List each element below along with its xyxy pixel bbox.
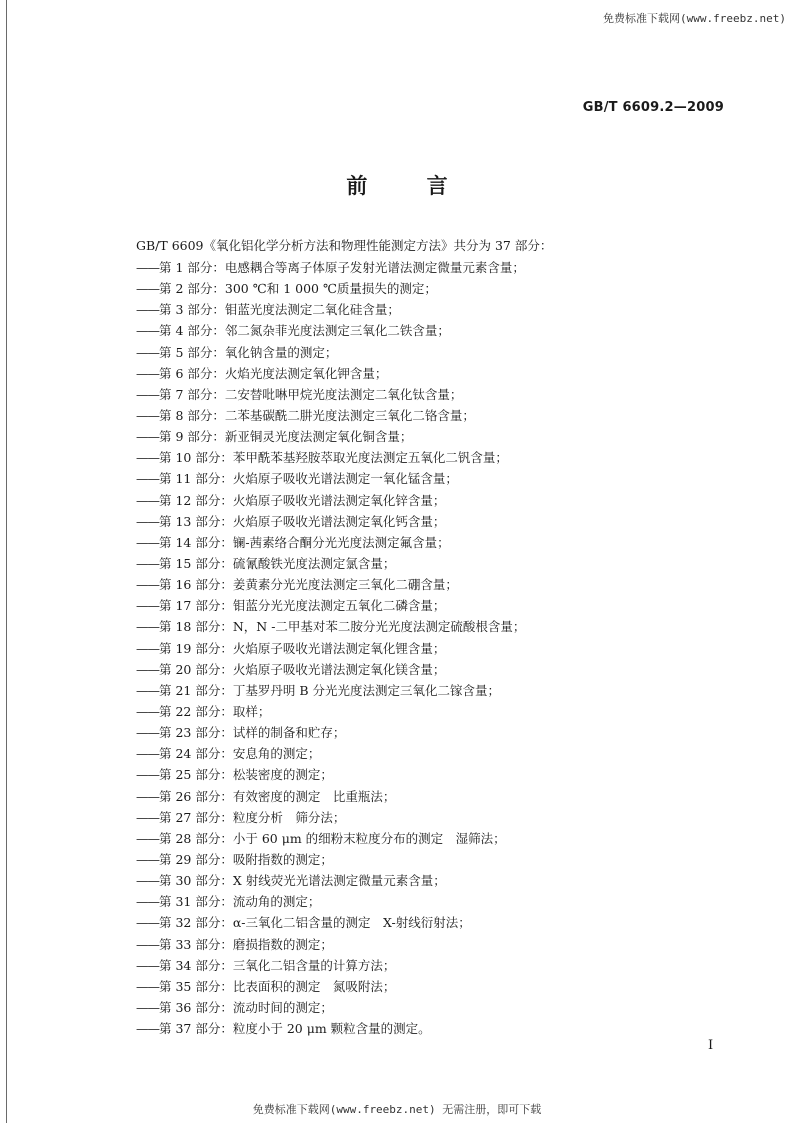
list-dash: —— — [136, 746, 159, 762]
list-dash: —— — [136, 260, 159, 275]
list-item — [136, 405, 525, 426]
part-text: 第 2 部分：300 ℃和 1 000 ℃质量损失的测定； — [159, 281, 437, 297]
parts-list — [136, 257, 525, 1039]
list-item — [136, 490, 525, 511]
list-dash: —— — [136, 492, 159, 508]
part-text: 第 34 部分：三氧化二铝含量的计算方法； — [159, 957, 396, 973]
list-dash: —— — [136, 407, 159, 423]
list-dash: —— — [136, 450, 159, 466]
part-text: 第 16 部分：姜黄素分光光度法测定三氧化二硼含量； — [159, 577, 458, 593]
list-item — [136, 659, 525, 680]
part-text: 第 11 部分：火焰原子吸收光谱法测定一氧化锰含量； — [159, 471, 458, 487]
list-dash: —— — [136, 682, 159, 698]
list-item — [136, 511, 525, 532]
list-item — [136, 955, 525, 976]
list-item — [136, 912, 525, 933]
part-text: 第 9 部分：新亚铜灵光度法测定氧化铜含量； — [159, 429, 413, 445]
list-dash: —— — [136, 894, 159, 910]
page-title: 前 言 — [346, 174, 474, 198]
part-text: 第 15 部分：硫氰酸铁光度法测定氯含量； — [159, 555, 396, 571]
list-item — [136, 342, 525, 363]
list-item — [136, 1018, 525, 1039]
list-item — [136, 468, 525, 489]
watermark-bottom: 免费标准下载网(www.freebz.net) 无需注册，即可下载 — [252, 1103, 542, 1116]
list-item — [136, 743, 525, 764]
part-text: 第 17 部分：钼蓝分光光度法测定五氧化二磷含量； — [159, 598, 446, 614]
list-dash: —— — [136, 873, 159, 889]
list-dash: —— — [136, 725, 159, 741]
list-item — [136, 849, 525, 870]
list-dash: —— — [136, 302, 159, 318]
list-item — [136, 616, 525, 637]
list-dash: —— — [136, 957, 159, 973]
part-text: 第 31 部分：流动角的测定； — [159, 894, 321, 910]
list-item — [136, 764, 525, 785]
part-text: 第 1 部分：电感耦合等离子体原子发射光谱法测定微量元素含量； — [159, 260, 525, 275]
list-item — [136, 722, 525, 743]
list-item — [136, 638, 525, 659]
list-item — [136, 257, 525, 278]
list-item — [136, 278, 525, 299]
part-text: 第 5 部分：氧化钠含量的测定； — [159, 344, 338, 360]
standard-code: GB/T 6609.2—2009 — [582, 100, 724, 115]
list-dash: —— — [136, 344, 159, 360]
part-text: 第 27 部分：粒度分析 筛分法； — [159, 809, 346, 825]
list-item — [136, 447, 525, 468]
part-text: 第 24 部分：安息角的测定； — [159, 746, 321, 762]
part-text: 第 28 部分：小于 60 μm 的细粉末粒度分布的测定 湿筛法； — [159, 830, 506, 846]
part-text: 第 14 部分：镧-茜素络合酮分光光度法测定氟含量； — [159, 534, 450, 550]
part-text: 第 32 部分：α-三氧化二铝含量的测定 X-射线衍射法； — [159, 915, 471, 931]
part-text: 第 19 部分：火焰原子吸收光谱法测定氧化锂含量； — [159, 640, 446, 656]
list-item — [136, 426, 525, 447]
part-text: 第 29 部分：吸附指数的测定； — [159, 851, 333, 867]
list-item — [136, 299, 525, 320]
intro-text: GB/T 6609《氧化铝化学分析方法和物理性能测定方法》共分为 37 部分： — [136, 238, 553, 253]
part-text: 第 13 部分：火焰原子吸收光谱法测定氧化钙含量； — [159, 513, 446, 529]
list-dash: —— — [136, 851, 159, 867]
part-text: 第 8 部分：二苯基碳酰二肼光度法测定三氧化二铬含量； — [159, 407, 475, 423]
list-item — [136, 976, 525, 997]
list-dash: —— — [136, 1021, 159, 1037]
list-dash: —— — [136, 365, 159, 381]
list-item — [136, 532, 525, 553]
list-item — [136, 807, 525, 828]
watermark-top: 免费标准下载网(www.freebz.net) — [603, 12, 786, 25]
list-item — [136, 595, 525, 616]
part-text: 第 26 部分：有效密度的测定 比重瓶法； — [159, 788, 396, 804]
list-dash: —— — [136, 429, 159, 445]
list-item — [136, 828, 525, 849]
list-item — [136, 680, 525, 701]
list-item — [136, 870, 525, 891]
part-text: 第 23 部分：试样的制备和贮存； — [159, 725, 346, 741]
list-dash: —— — [136, 703, 159, 719]
list-dash: —— — [136, 640, 159, 656]
part-text: 第 4 部分：邻二氮杂菲光度法测定三氧化二铁含量； — [159, 323, 450, 339]
part-text: 第 33 部分：磨损指数的测定； — [159, 936, 333, 952]
list-dash: —— — [136, 788, 159, 804]
part-text: 第 10 部分：苯甲酰苯基羟胺萃取光度法测定五氧化二钒含量； — [159, 450, 508, 466]
page-number: I — [708, 1038, 714, 1053]
list-dash: —— — [136, 936, 159, 952]
list-dash: —— — [136, 323, 159, 339]
part-text: 第 35 部分：比表面积的测定 氮吸附法； — [159, 978, 396, 994]
list-item — [136, 891, 525, 912]
part-text: 第 25 部分：松装密度的测定； — [159, 767, 333, 783]
list-dash: —— — [136, 809, 159, 825]
list-item — [136, 320, 525, 341]
part-text: 第 30 部分：X 射线荧光光谱法测定微量元素含量； — [159, 873, 446, 889]
list-item — [136, 786, 525, 807]
list-item — [136, 701, 525, 722]
list-item — [136, 934, 525, 955]
list-dash: —— — [136, 661, 159, 677]
list-dash: —— — [136, 598, 159, 614]
part-text: 第 36 部分：流动时间的测定； — [159, 999, 333, 1015]
list-item — [136, 384, 525, 405]
list-dash: —— — [136, 471, 159, 487]
part-text: 第 6 部分：火焰光度法测定氧化钾含量； — [159, 365, 388, 381]
list-dash: —— — [136, 619, 159, 635]
part-text: 第 7 部分：二安替吡啉甲烷光度法测定二氧化钛含量； — [159, 386, 463, 402]
scan-edge-line — [6, 0, 7, 1123]
list-item — [136, 574, 525, 595]
part-text: 第 18 部分：N，N -二甲基对苯二胺分光光度法测定硫酸根含量； — [159, 619, 526, 635]
list-dash: —— — [136, 577, 159, 593]
part-text: 第 3 部分：钼蓝光度法测定二氧化硅含量； — [159, 302, 400, 318]
list-dash: —— — [136, 830, 159, 846]
list-dash: —— — [136, 767, 159, 783]
part-text: 第 12 部分：火焰原子吸收光谱法测定氧化锌含量； — [159, 492, 446, 508]
list-dash: —— — [136, 915, 159, 931]
list-dash: —— — [136, 999, 159, 1015]
part-text: 第 21 部分：丁基罗丹明 B 分光光度法测定三氧化二镓含量； — [159, 682, 500, 698]
list-dash: —— — [136, 555, 159, 571]
list-item — [136, 363, 525, 384]
list-dash: —— — [136, 513, 159, 529]
part-text: 第 22 部分：取样； — [159, 703, 271, 719]
list-dash: —— — [136, 534, 159, 550]
list-item — [136, 997, 525, 1018]
part-text: 第 20 部分：火焰原子吸收光谱法测定氧化镁含量； — [159, 661, 446, 677]
part-text: 第 37 部分：粒度小于 20 μm 颗粒含量的测定。 — [159, 1021, 431, 1037]
list-dash: —— — [136, 978, 159, 994]
list-dash: —— — [136, 386, 159, 402]
list-dash: —— — [136, 281, 159, 297]
list-item — [136, 553, 525, 574]
